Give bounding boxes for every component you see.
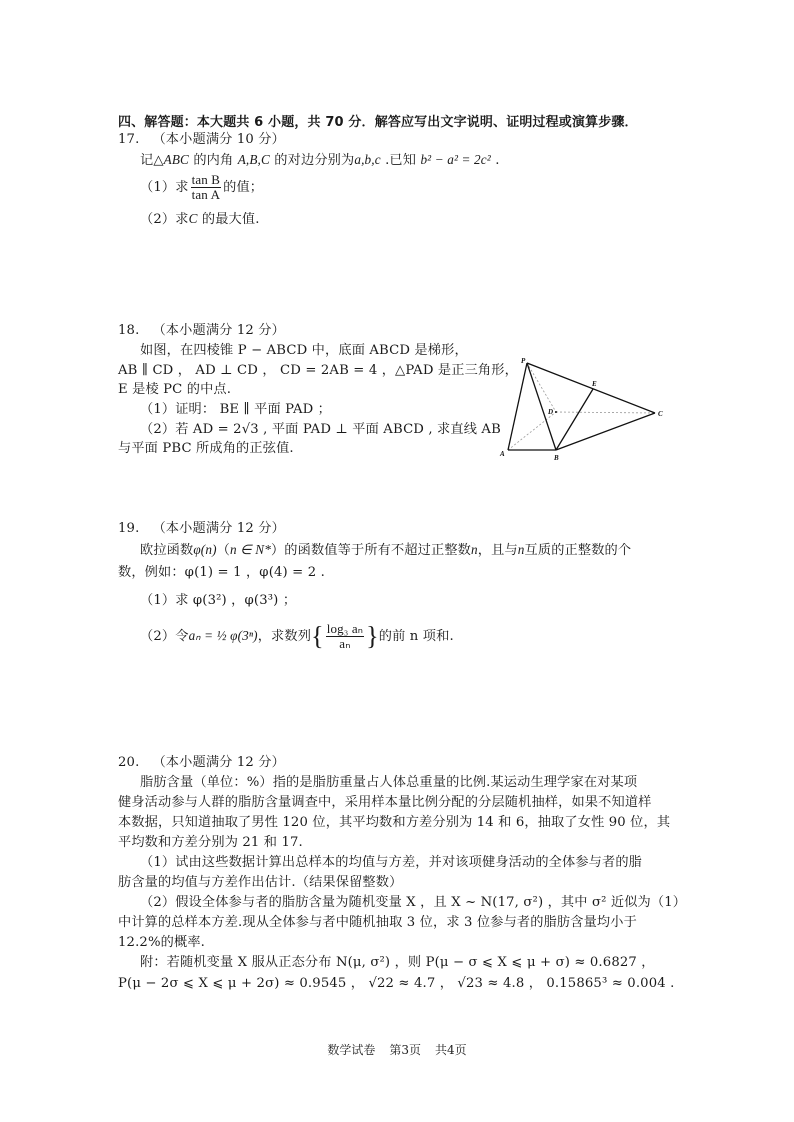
- q20-heading: 20. （本小题满分 12 分）: [118, 755, 285, 770]
- footer-page: 第3页: [389, 1043, 421, 1057]
- q17-number: 17.: [118, 132, 140, 147]
- label-a: A: [500, 450, 505, 458]
- q18-part1: （1）证明： BE ∥ 平面 PAD ；: [140, 402, 332, 417]
- q20-appendix-line-1: 附：若随机变量 X 服从正态分布 N(μ, σ²) ，则 P(μ − σ ⩽ X ⩽ μ + σ) ≈ 0.6827 ，: [140, 955, 655, 970]
- q20-stem-line-3: 本数据，只知道抽取了男性 120 位，其平均数和方差分别为 14 和 6，抽取了女性 90 位，其: [118, 815, 671, 830]
- q18-stem-line-2: AB ∥ CD ， AD ⊥ CD ， CD = 2AB = 4 ，△PAD 是正三角形，: [118, 363, 518, 378]
- q17-equation: b² − a² = 2c²: [420, 152, 491, 167]
- q20-part2-end: 12.2%的概率.: [118, 935, 205, 950]
- q20-part2: （2）假设全体参与者的脂肪含量为随机变量 X ，且 X ~ N(17, σ²) ，其中 σ² 近似为（1）: [140, 895, 687, 910]
- q19-part1: （1）求 φ(3²) ，φ(3³) ；: [140, 593, 297, 608]
- label-p: P: [521, 357, 526, 365]
- q20-part1: （1）试由这些数据计算出总样本的均值与方差，并对该项健身活动的全体参与者的脂: [140, 855, 643, 870]
- q17-score: （本小题满分 10 分）: [152, 132, 285, 147]
- left-brace: {: [311, 621, 324, 651]
- label-b: B: [554, 454, 559, 462]
- q18-part2-cont: 与平面 PBC 所成角的正弦值.: [118, 441, 294, 456]
- q18-stem-line-3: E 是棱 PC 的中点.: [118, 382, 232, 397]
- page-footer: [0, 1041, 794, 1058]
- q19-part2: （2）令aₙ = ½ φ(3ⁿ)，求数列{ $\frac{\text{log₃ aₙ}}{\text{aₙ}}$ }的前 n 项和.: [140, 621, 454, 651]
- q20-stem-line-4: 平均数和方差分别为 21 和 17.: [118, 835, 303, 850]
- section-header: 四、解答题：本大题共 6 小题，共 70 分．解答应写出文字说明、证明过程或演算步骤．: [118, 115, 638, 130]
- q20-part1-cont: 肪含量的均值与方差作出估计.（结果保留整数）: [118, 875, 403, 890]
- q20-appendix-line-2: P(μ − 2σ ⩽ X ⩽ μ + 2σ) ≈ 0.9545 ， √22 ≈ 4.7 ， √23 ≈ 4.8 ， 0.15865³ ≈ 0.004 .: [118, 976, 675, 991]
- right-brace: }: [366, 621, 379, 651]
- label-d: D: [548, 408, 554, 416]
- hidden-edges: [508, 363, 655, 450]
- footer-total: 共4页: [435, 1043, 467, 1057]
- q17-fraction: $\frac{\text{tan B}}{\text{tan A}}$: [191, 172, 221, 202]
- pyramid-figure: [495, 350, 675, 465]
- q17-stem: 记△ABC 的内角 A,B,C 的对边分别为a,b,c .已知 b² − a² = 2c² .: [140, 152, 500, 168]
- q18-heading: 18. （本小题满分 12 分）: [118, 323, 285, 338]
- q20-part2-cont: 中计算的总样本方差.现从全体参与者中随机抽取 3 位，求 3 位参与者的脂肪含量均小于: [118, 915, 637, 930]
- label-e: E: [592, 380, 597, 388]
- q19-stem-line-2: 数，例如：φ(1) = 1 ，φ(4) = 2 .: [118, 565, 325, 580]
- q19-fraction: $\frac{\text{log₃ aₙ}}{\text{aₙ}}$: [326, 621, 364, 651]
- q17-part1: （1）求 $\frac{\text{tan B}}{\text{tan A}}$ 的值；: [140, 172, 264, 202]
- q17-part2: （2）求C 的最大值.: [140, 211, 260, 227]
- q20-stem-line-1: 脂肪含量（单位：%）指的是脂肪重量占人体总重量的比例.某运动生理学家在对某项: [140, 775, 638, 790]
- visible-edges: [508, 363, 655, 450]
- q19-stem-line-1: 欧拉函数φ(n)（n ∈ N*）的函数值等于所有不超过正整数n，且与n互质的正整数的个: [140, 542, 632, 558]
- label-c: C: [658, 410, 663, 418]
- q18-stem-line-1: 如图，在四棱锥 P − ABCD 中，底面 ABCD 是梯形，: [140, 343, 468, 358]
- q19-heading: 19. （本小题满分 12 分）: [118, 521, 285, 536]
- q20-stem-line-2: 健身活动参与人群的脂肪含量调查中，采用样本量比例分配的分层随机抽样，如果不知道样: [118, 795, 652, 810]
- footer-subject: 数学试卷: [327, 1043, 376, 1057]
- q17-heading: [118, 131, 285, 148]
- q18-part2: （2）若 AD = 2√3 , 平面 PAD ⊥ 平面 ABCD , 求直线 AB: [140, 422, 501, 437]
